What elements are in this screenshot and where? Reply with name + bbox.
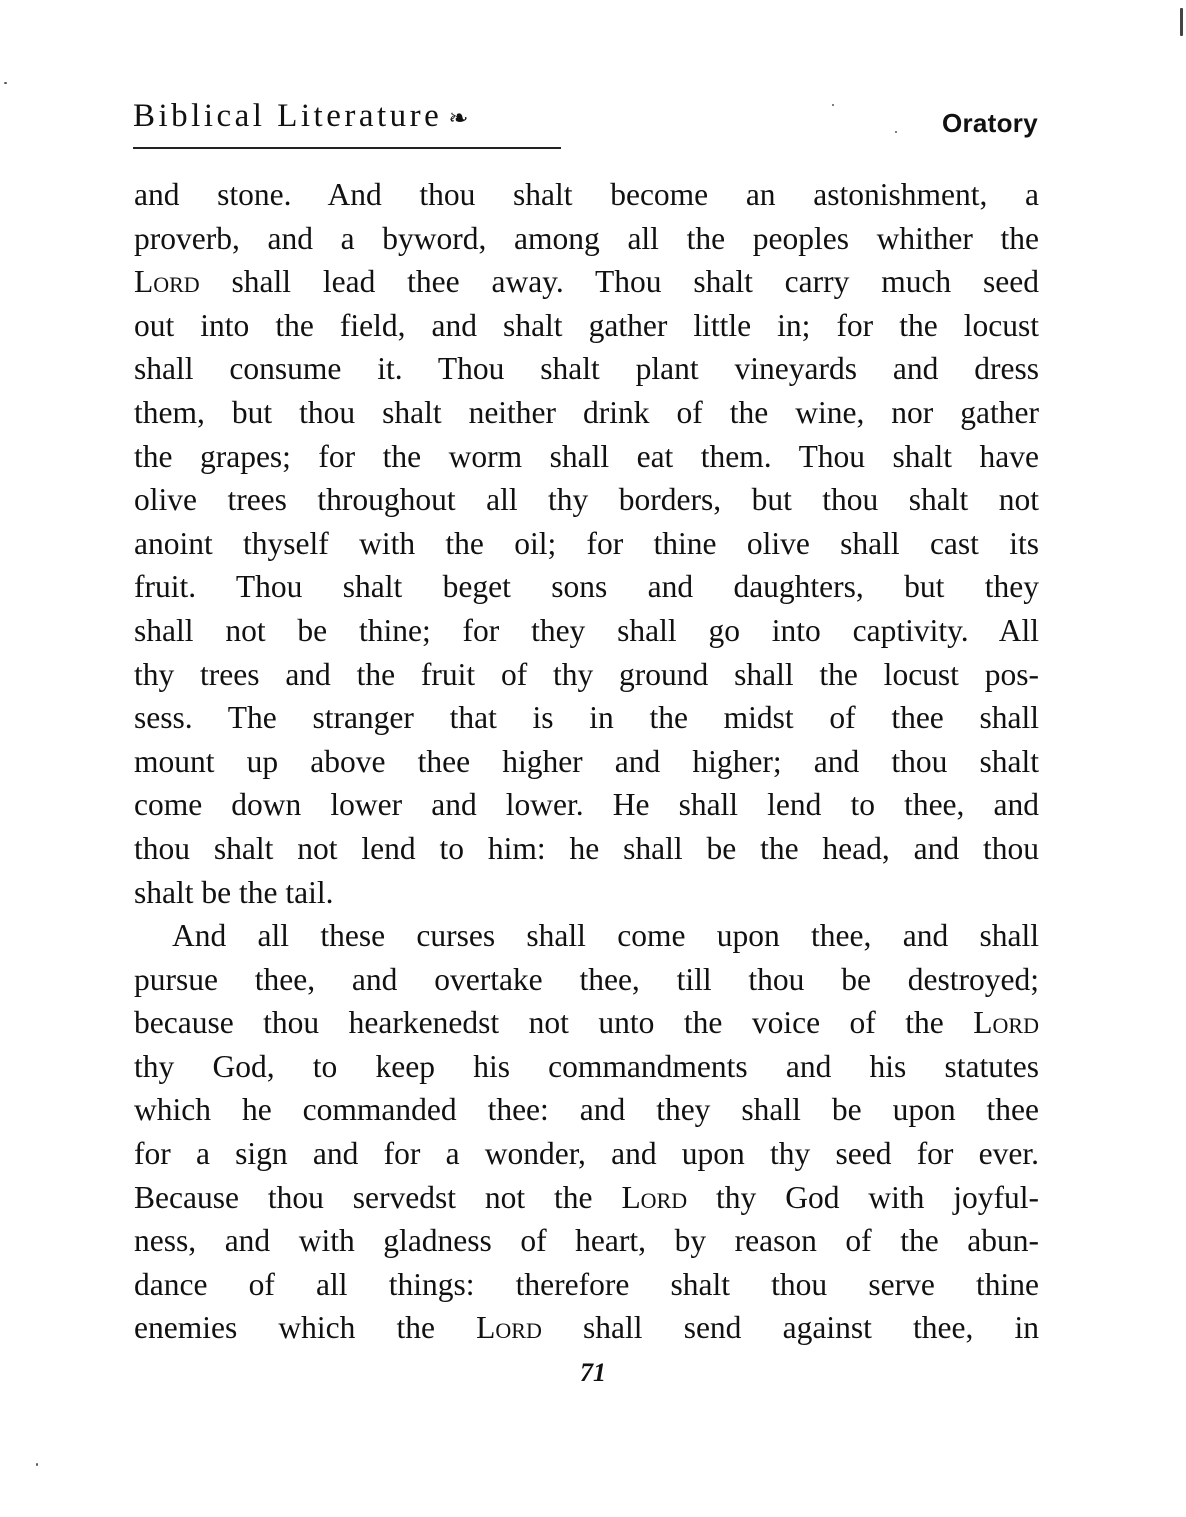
text-line: fruit. Thou shalt beget sons and daughters, but they [134,569,1039,605]
scan-speck [4,82,7,84]
ornament-icon: ❧ [448,106,469,132]
running-title [133,98,468,135]
body-text [134,173,1039,1350]
small-caps-lord: Lord [621,1179,688,1215]
running-title-text: Biblical Literature [133,98,443,134]
section-title: Oratory [941,108,1038,138]
text-line: proverb, and a byword, among all the peoples whither the [134,220,1039,256]
text-line: Because thou servedst not the Lord thy God with joyful- [134,1179,1039,1215]
text-line: the grapes; for the worm shall eat them. Thou shalt have [134,438,1039,474]
text-line: olive trees throughout all thy borders, but thou shalt not [134,482,1039,518]
text-line: shall not be thine; for they shall go into captivity. All [134,612,1039,648]
text-line: Lord shall lead thee away. Thou shalt carry much seed [134,264,1039,300]
small-caps-lord: Lord [973,1005,1039,1041]
text-line: thou shalt not lend to him: he shall be the head, and thou [134,830,1039,866]
small-caps-lord: Lord [476,1310,542,1346]
text-line: anoint thyself with the oil; for thine olive shall cast its [134,525,1039,561]
text-line: And all these curses shall come upon thee, and shall [172,918,1039,954]
scan-speck [36,1463,38,1466]
header-rule [133,147,561,149]
text-line: which he commanded thee: and they shall be upon thee [134,1092,1039,1128]
text-line: come down lower and lower. He shall lend to thee, and [134,787,1039,823]
text-line: out into the field, and shalt gather little in; for the locust [134,307,1039,343]
text-line: for a sign and for a wonder, and upon thy seed for ever. [134,1136,1039,1172]
text-line: pursue thee, and overtake thee, till thou be destroyed; [134,961,1039,997]
text-line: them, but thou shalt neither drink of the wine, nor gather [134,394,1039,430]
scan-speck [895,131,897,133]
text-line: and stone. And thou shalt become an astonishment, a [134,177,1039,212]
scan-speck [1180,8,1183,36]
scan-speck [832,104,834,106]
small-caps-lord: Lord [134,264,200,300]
text-line: because thou hearkenedst not unto the voice of the Lord [134,1005,1039,1041]
text-line: shalt be the tail. [134,874,334,910]
page-number: 71 [580,1358,606,1387]
text-line: sess. The stranger that is in the midst of thee shall [134,700,1039,736]
text-line: enemies which the Lord shall send against thee, in [134,1310,1039,1346]
text-line: ness, and with gladness of heart, by reason of the abun- [134,1223,1039,1259]
text-line: thy God, to keep his commandments and his statutes [134,1048,1039,1084]
text-line: dance of all things: therefore shalt thou serve thine [134,1266,1039,1302]
text-line: thy trees and the fruit of thy ground shall the locust pos- [134,656,1039,692]
text-line: mount up above thee higher and higher; and thou shalt [134,743,1039,779]
text-line: shall consume it. Thou shalt plant vineyards and dress [134,351,1039,387]
